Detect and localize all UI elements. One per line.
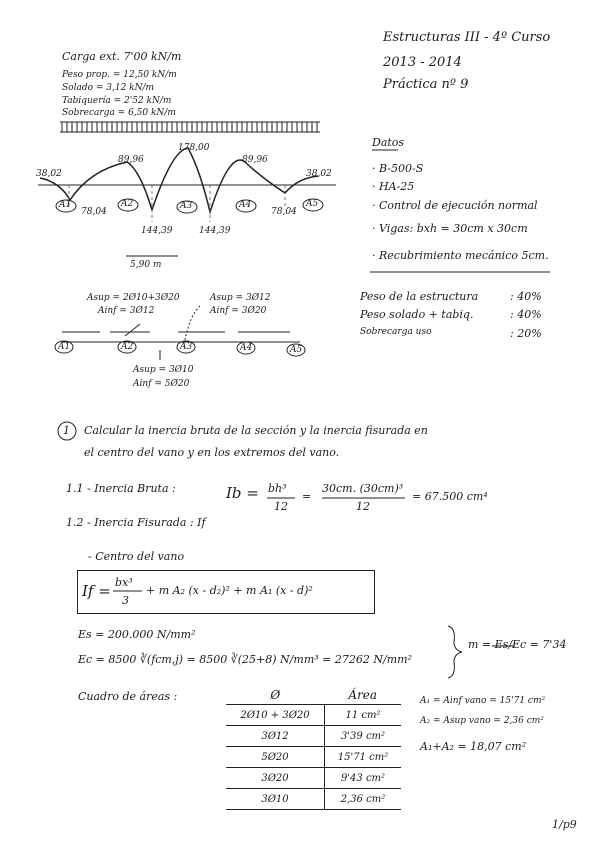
column-header: Ø bbox=[226, 686, 325, 705]
column-header: Área bbox=[325, 686, 402, 705]
datos-title: Datos bbox=[372, 136, 405, 149]
a1-result: A₁ = Ainf vano = 15'71 cm² bbox=[420, 696, 546, 706]
sum-result: A₁+A₂ = 18,07 cm² bbox=[420, 740, 527, 753]
m-formula: m = Es/Ec = 7'34 bbox=[468, 638, 567, 651]
moment-value: 144,39 bbox=[199, 226, 231, 236]
moment-value: 38,02 bbox=[306, 169, 332, 179]
ib-frac-den: 12 bbox=[274, 500, 288, 513]
datos-item: · Control de ejecución normal bbox=[372, 199, 538, 212]
moment-value: 78,04 bbox=[81, 207, 107, 217]
support-label: A2 bbox=[121, 342, 134, 352]
weight-row: Sobrecarga uso : 20% bbox=[360, 327, 542, 340]
moment-value: 89,96 bbox=[242, 155, 268, 165]
support-label: A5 bbox=[290, 345, 303, 355]
span-length: 5,90 m bbox=[130, 260, 162, 270]
if-rest: + m A₂ (x - d₂)² + m A₁ (x - d)² bbox=[146, 584, 313, 597]
reinf-top-label: Asup = 2Ø10+3Ø20 bbox=[87, 293, 180, 303]
question-number: 1 bbox=[63, 424, 70, 437]
a2-result: A₂ = Asup vano = 2,36 cm² bbox=[420, 716, 544, 726]
section-1-2-label: 1.2 - Inercia Fisurada : If bbox=[66, 516, 206, 529]
areas-title: Cuadro de áreas : bbox=[78, 690, 178, 703]
datos-item: · Recubrimiento mecánico 5cm. bbox=[372, 249, 549, 262]
ec-formula: Ec = 8500 ∛(fcm,j) = 8500 ∛(25+8) N/mm³ = 27262 N/mm² bbox=[78, 653, 412, 666]
question-text-2: el centro del vano y en los extremos del vano. bbox=[84, 446, 340, 459]
ib-eq: = bbox=[302, 490, 312, 503]
weight-row: Peso de la estructura : 40% bbox=[360, 290, 542, 303]
table-header-row bbox=[226, 686, 401, 705]
moment-value: 78,04 bbox=[271, 207, 297, 217]
support-label: A1 bbox=[59, 200, 72, 210]
load-row: Solado = 3,12 kN/m bbox=[62, 83, 155, 93]
datos-item: · Vigas: bxh = 30cm x 30cm bbox=[372, 222, 528, 235]
reinf-right-label-2: Ainf = 3Ø20 bbox=[210, 306, 267, 316]
load-row: Carga ext. 7'00 kN/m bbox=[62, 50, 182, 63]
if-frac-num: bx³ bbox=[115, 576, 133, 589]
reinf-bottom-label-2: Ainf = 5Ø20 bbox=[133, 379, 190, 389]
table-row: 3Ø12 3'39 cm² bbox=[226, 726, 401, 747]
if-lhs: If = bbox=[82, 582, 111, 600]
table-row: 3Ø10 2,36 cm² bbox=[226, 789, 401, 810]
table-row: 5Ø20 15'71 cm² bbox=[226, 747, 401, 768]
areas-table bbox=[226, 686, 401, 810]
moment-curve bbox=[40, 148, 318, 212]
ib-result: = 67.500 cm⁴ bbox=[412, 490, 488, 503]
support-label: A4 bbox=[239, 200, 252, 210]
question-text-1: Calcular la inercia bruta de la sección y la inercia fisurada en bbox=[84, 424, 428, 437]
weight-row: Peso solado + tabiq. : 40% bbox=[360, 308, 542, 321]
ib-lhs: Ib = bbox=[226, 484, 259, 502]
support-label: A5 bbox=[306, 199, 319, 209]
ib-frac2-num: 30cm. (30cm)³ bbox=[322, 482, 404, 495]
support-label: A4 bbox=[240, 343, 253, 353]
reinf-right-label: Asup = 3Ø12 bbox=[210, 293, 271, 303]
support-label: A3 bbox=[180, 201, 193, 211]
if-frac-den: 3 bbox=[122, 594, 129, 607]
moment-value: 38,02 bbox=[36, 169, 62, 179]
reinf-bottom-label: Asup = 3Ø10 bbox=[133, 365, 194, 375]
table-row: 2Ø10 + 3Ø20 11 cm² bbox=[226, 705, 401, 726]
es-formula: Es = 200.000 N/mm² bbox=[78, 628, 196, 641]
table-row: 3Ø20 9'43 cm² bbox=[226, 768, 401, 789]
moment-value: 178,00 bbox=[178, 143, 210, 153]
ib-frac-num: bh³ bbox=[268, 482, 287, 495]
distributed-load bbox=[60, 122, 320, 132]
reinf-top-label-2: Ainf = 3Ø12 bbox=[98, 306, 155, 316]
course-title: Estructuras III - 4º Curso bbox=[383, 30, 551, 45]
section-1-1-label: 1.1 - Inercia Bruta : bbox=[66, 482, 176, 495]
support-label: A1 bbox=[58, 342, 71, 352]
page-number: 1/p9 bbox=[552, 818, 577, 831]
moment-value: 89,96 bbox=[118, 155, 144, 165]
datos-item: · HA-25 bbox=[372, 180, 415, 193]
course-year: 2013 - 2014 bbox=[383, 55, 462, 70]
load-row: Tabiquería = 2'52 kN/m bbox=[62, 96, 172, 106]
moment-value: 144,39 bbox=[141, 226, 173, 236]
datos-item: · B-500-S bbox=[372, 162, 424, 175]
practice-number: Práctica nº 9 bbox=[383, 77, 469, 92]
support-label: A2 bbox=[121, 199, 134, 209]
centro-label: - Centro del vano bbox=[88, 550, 185, 563]
support-label: A3 bbox=[180, 342, 193, 352]
load-row: Sobrecarga = 6,50 kN/m bbox=[62, 108, 176, 118]
ib-frac2-den: 12 bbox=[356, 500, 370, 513]
load-row: Peso prop. = 12,50 kN/m bbox=[62, 70, 177, 80]
